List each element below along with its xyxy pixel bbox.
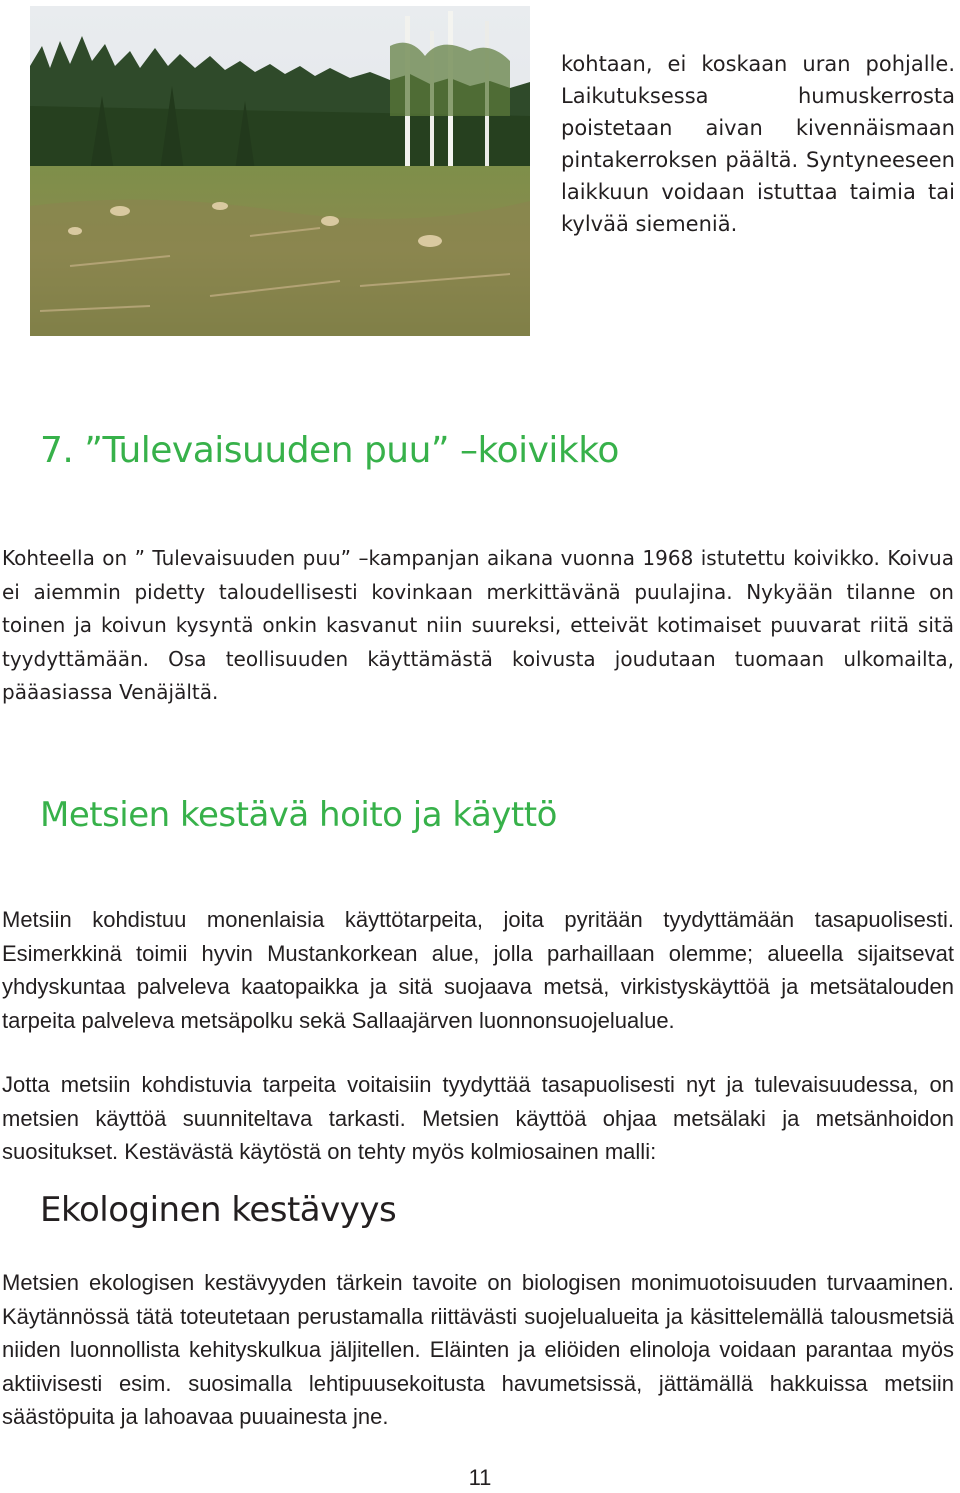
forest-clearing-photo [30, 6, 530, 336]
intro-paragraph: kohtaan, ei koskaan uran pohjalle. Laikutuksessa humuskerrosta poistetaan aivan kivennäismaan pintakerroksen päältä. Syntyneeseen laikkuun voidaan istuttaa taimia tai kylvää siemeniä. [561, 52, 955, 236]
sustainable-paragraph-1: Metsiin kohdistuu monenlaisia käyttötarpeita, joita pyritään tyydyttämään tasapuolisesti. Esimerkkinä toimii hyvin Mustankorkean alue, jolla parhaillaan olemme; alueella sijaitsevat yhdyskuntaa palveleva kaatopaikka ja sitä suojaava metsä, virkistyskäyttöä ja metsätalouden tarpeita palveleva metsäpolku sekä Sallaajärven luonnonsuojelualue. [2, 907, 954, 1033]
page-number: 11 [468, 1465, 492, 1490]
ecological-sustainability-heading: Ekologinen kestävyys [40, 1190, 397, 1230]
ecological-paragraph: Metsien ekologisen kestävyyden tärkein tavoite on biologisen monimuotoisuuden turvaaminen. Käytännössä tätä toteutetaan perustamalla riittävästi suojelualueita ja käsittelemällä talousmetsiä niiden luonnollista kehityskulkua jäljitellen. Eläinten ja eliöiden elinoloja voidaan parantaa myös aktiivisesti esim. suosimalla lehtipuusekoitusta havumetsissä, jättämällä hakkuissa metsiin säästöpuita ja lahoavaa puuainesta jne. [2, 1270, 954, 1429]
section-7-paragraph: Kohteella on ” Tulevaisuuden puu” –kampanjan aikana vuonna 1968 istutettu koivikko. Koivua ei aiemmin pidetty taloudellisesti kovinkaan merkittävänä puulajina. Nykyään tilanne on toinen ja koivun kysyntä onkin kasvanut niin suureksi, etteivät kotimaiset puuvarat riitä sitä tyydyttämään. Osa teollisuuden käyttämästä koivusta joudutaan tuomaan ulkomailta, pääasiassa Venäjältä. [2, 546, 954, 704]
sustainable-paragraph-2: Jotta metsiin kohdistuvia tarpeita voitaisiin tyydyttää tasapuolisesti nyt ja tulevaisuudessa, on metsien käyttöä suunniteltava tarkasti. Metsien käyttöä ohjaa metsälaki ja metsänhoidon suositukset. Kestävästä käytöstä on tehty myös kolmiosainen malli: [2, 1072, 954, 1164]
section-7-heading: 7. ”Tulevaisuuden puu” –koivikko [40, 430, 619, 471]
sustainable-forestry-heading: Metsien kestävä hoito ja käyttö [40, 795, 557, 835]
